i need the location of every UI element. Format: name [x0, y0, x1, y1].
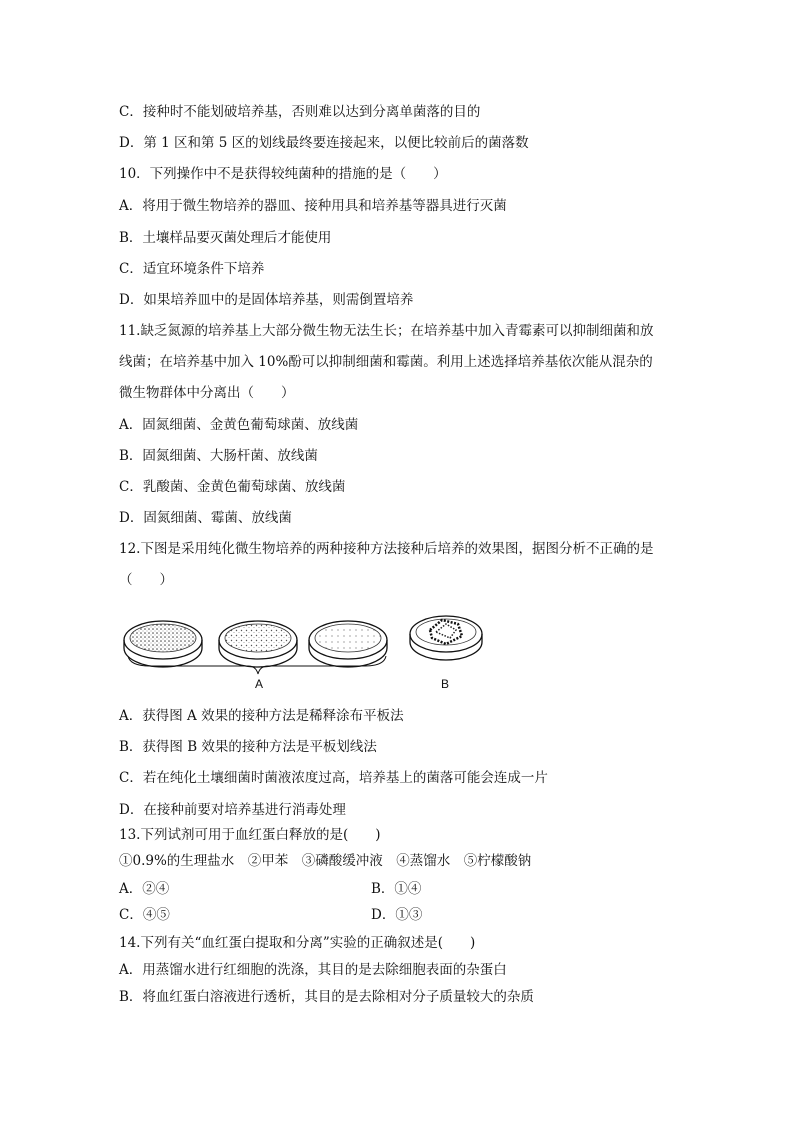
q12-stem-line2: （ ） — [119, 572, 173, 588]
q14-stem: 14.下列有关“血红蛋白提取和分离”实验的正确叙述是( ) — [119, 935, 476, 951]
q11-stem-line2: 线菌；在培养基中加入 10%酚可以抑制细菌和霉菌。利用上述选择培养基依次能从混杂的 — [119, 354, 653, 370]
q10-option-c: C．适宜环境条件下培养 — [119, 261, 265, 277]
q14-option-a: A．用蒸馏水进行红细胞的洗涤，其目的是去除细胞表面的杂蛋白 — [119, 962, 507, 978]
q10-stem: 10．下列操作中不是获得较纯菌种的措施的是（ ） — [119, 166, 447, 182]
q11-stem-line3: 微生物群体中分离出（ ） — [119, 385, 295, 401]
q12-option-b: B．获得图 B 效果的接种方法是平板划线法 — [119, 739, 377, 755]
q11-option-d: D．固氮细菌、霉菌、放线菌 — [119, 510, 292, 526]
plate-a1 — [124, 621, 202, 667]
q13-stem: 13.下列试剂可用于血红蛋白释放的是( ) — [119, 827, 381, 843]
q12-figure — [120, 604, 490, 694]
q13-option-b: B．①④ — [371, 881, 422, 897]
q9-option-c: C．接种时不能划破培养基，否则难以达到分离单菌落的目的 — [119, 104, 481, 120]
plate-a3 — [309, 621, 387, 667]
q13-option-c: C．④⑤ — [119, 907, 170, 923]
q11-option-a: A．固氮细菌、金黄色葡萄球菌、放线菌 — [119, 417, 359, 433]
q11-stem-line1: 11.缺乏氮源的培养基上大部分微生物无法生长；在培养基中加入青霉素可以抑制细菌和放 — [119, 323, 654, 339]
plate-b — [410, 616, 482, 660]
q12-option-a: A．获得图 A 效果的接种方法是稀释涂布平板法 — [119, 708, 404, 724]
figure-label-a: A — [255, 677, 264, 691]
q9-option-d: D．第 1 区和第 5 区的划线最终要连接起来，以便比较前后的菌落数 — [119, 135, 529, 151]
q14-option-b: B．将血红蛋白溶液进行透析，其目的是去除相对分子质量较大的杂质 — [119, 989, 534, 1005]
q13-option-a: A．②④ — [119, 881, 170, 897]
q11-option-b: B．固氮细菌、大肠杆菌、放线菌 — [119, 448, 318, 464]
q10-option-b: B．土壤样品要灭菌处理后才能使用 — [119, 230, 332, 246]
q13-option-d: D．①③ — [371, 907, 423, 923]
plate-a2 — [219, 621, 297, 667]
q12-option-d: D．在接种前要对培养基进行消毒处理 — [119, 802, 346, 818]
q10-option-d: D．如果培养皿中的是固体培养基，则需倒置培养 — [119, 292, 414, 308]
q12-option-c: C．若在纯化土壤细菌时菌液浓度过高，培养基上的菌落可能会连成一片 — [119, 770, 548, 786]
q13-items: ①0.9%的生理盐水 ②甲苯 ③磷酸缓冲液 ④蒸馏水 ⑤柠檬酸钠 — [119, 853, 532, 869]
q11-option-c: C．乳酸菌、金黄色葡萄球菌、放线菌 — [119, 479, 346, 495]
figure-label-b: B — [441, 677, 450, 691]
q10-option-a: A．将用于微生物培养的器皿、接种用具和培养基等器具进行灭菌 — [119, 198, 507, 214]
q12-stem-line1: 12.下图是采用纯化微生物培养的两种接种方法接种后培养的效果图，据图分析不正确的是 — [119, 541, 654, 557]
